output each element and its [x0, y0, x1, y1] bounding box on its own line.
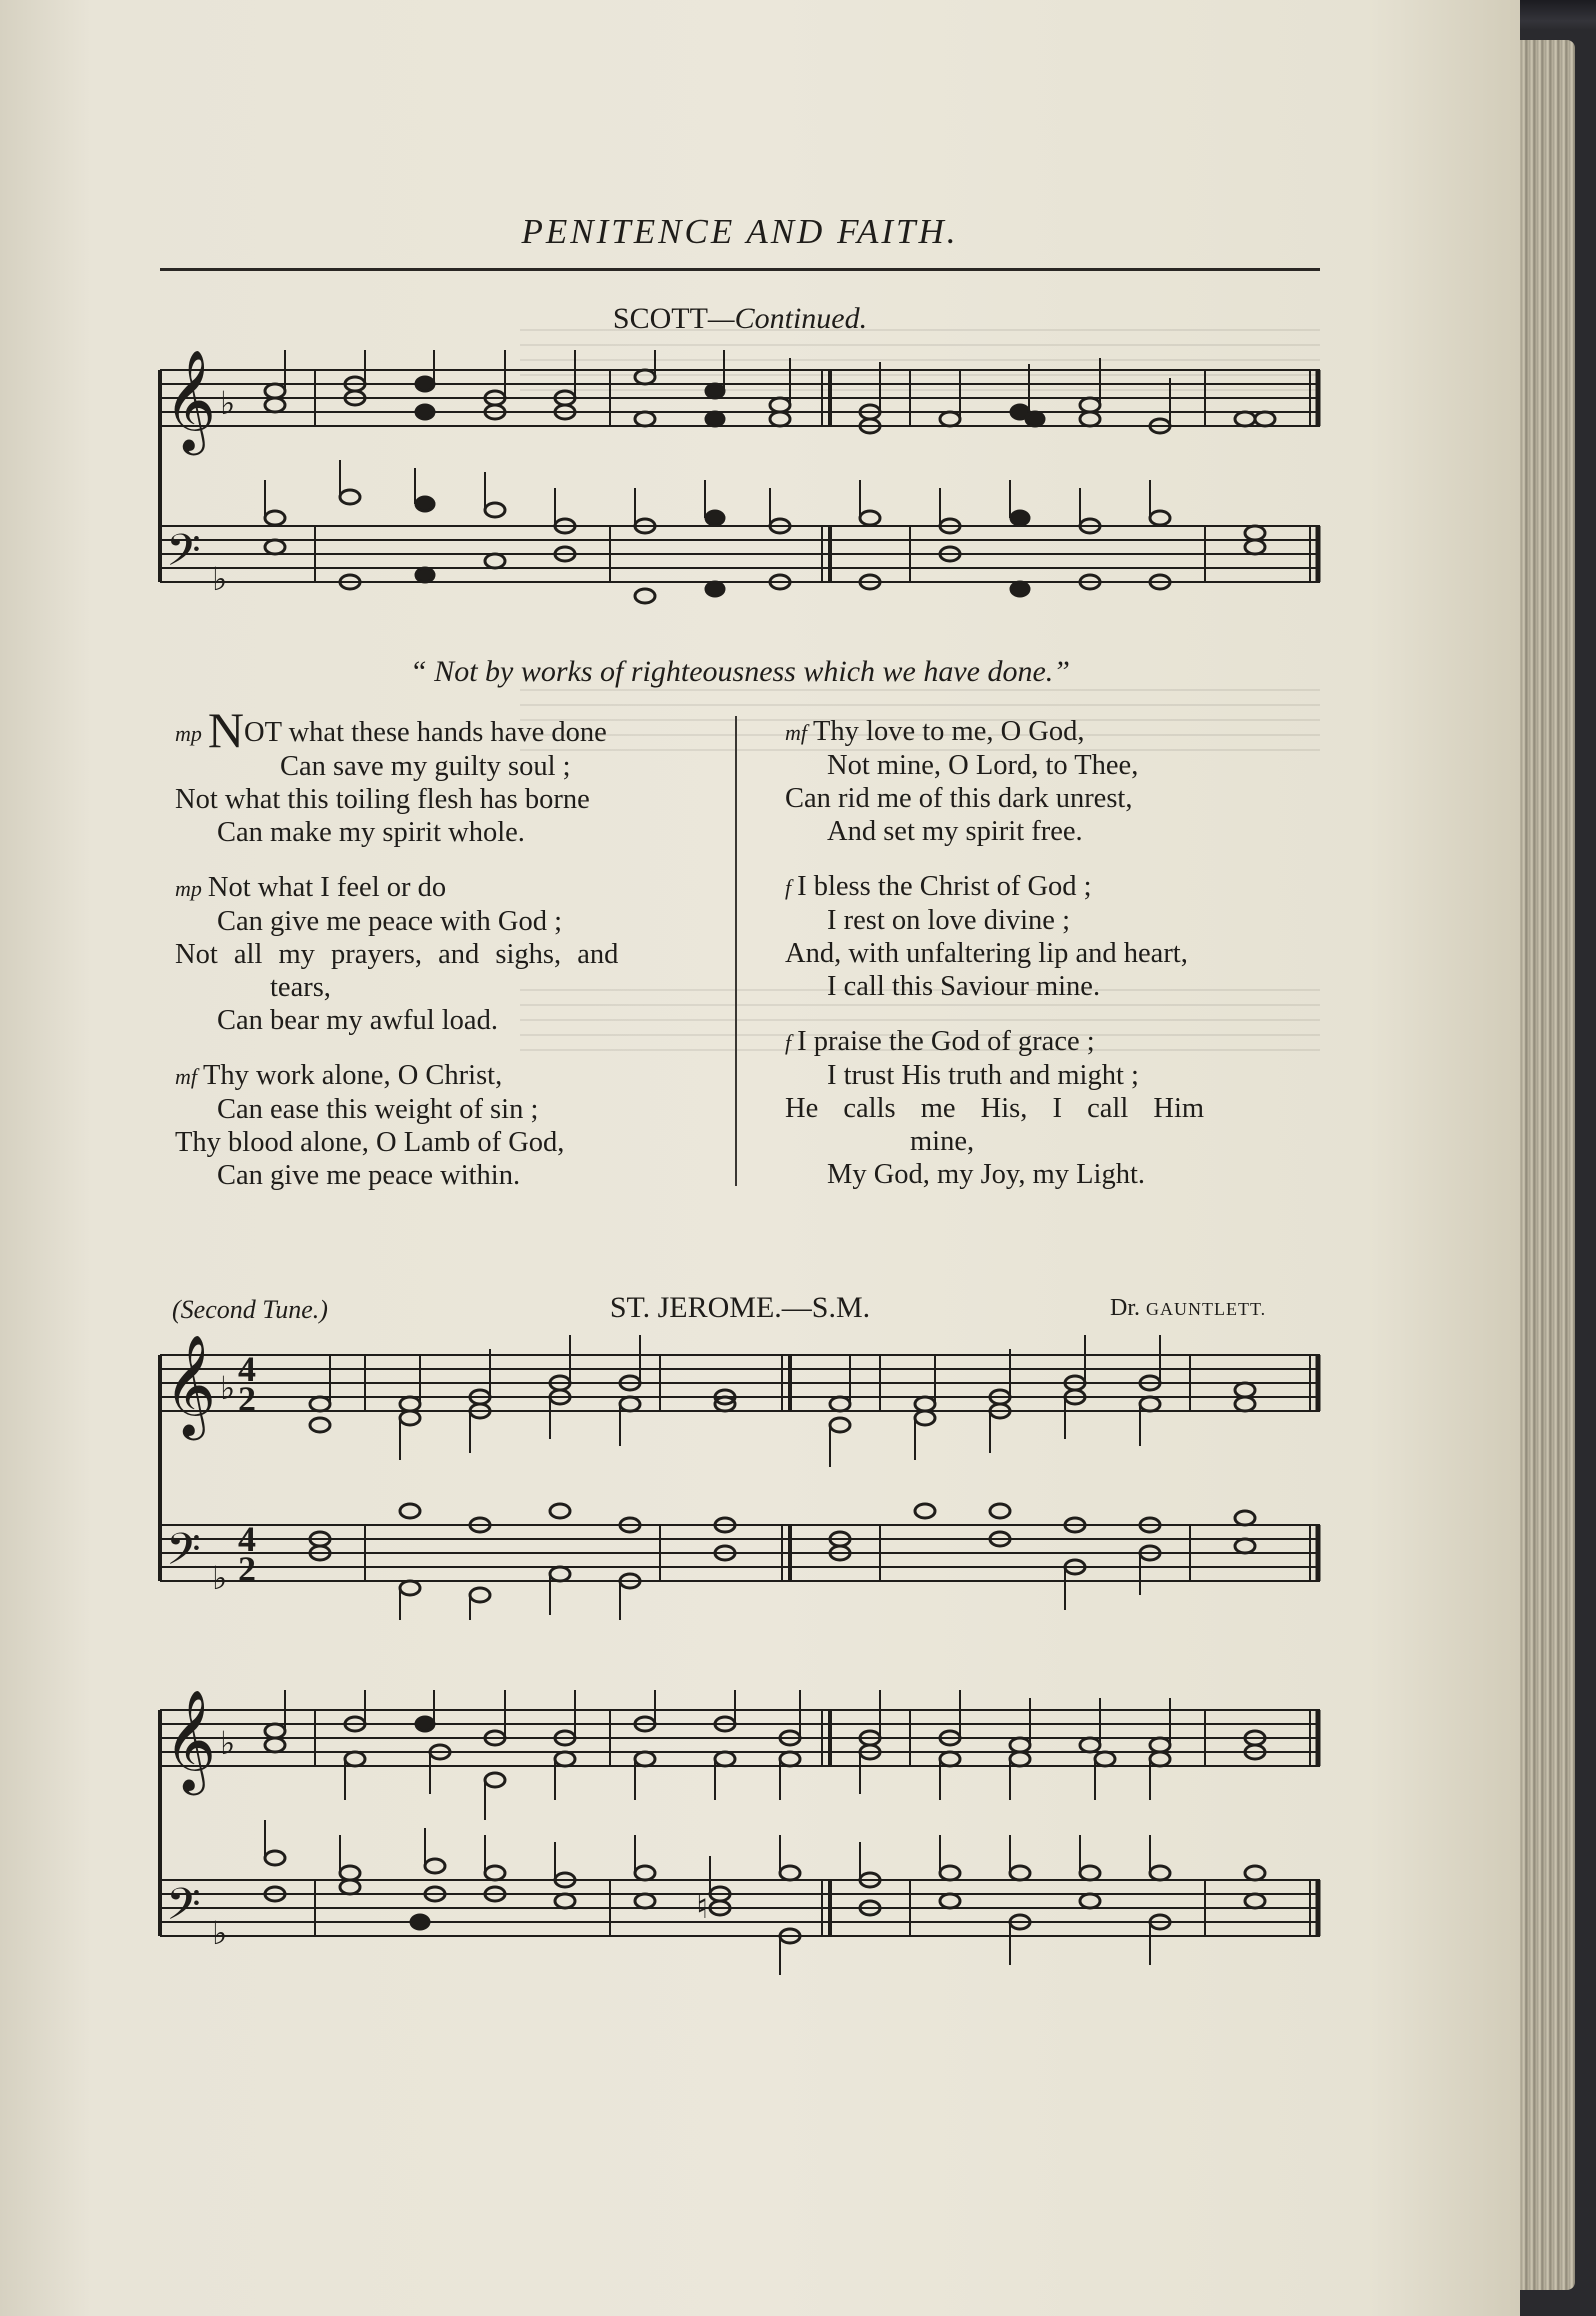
- time-signature-bottom: 2: [238, 1549, 256, 1589]
- verse-line: I rest on love divine ;: [827, 905, 1070, 936]
- bass-staff: [160, 1880, 1320, 1936]
- tune-title-st-jerome: ST. JEROME.—S.M.: [609, 1291, 871, 1324]
- key-flat: ♭: [220, 384, 236, 422]
- treble-clef: 𝄞: [164, 1690, 217, 1791]
- stanza: [175, 1059, 720, 1192]
- verse-line: Not all my prayers, and sighs, and: [175, 939, 619, 970]
- music-score-scott: [150, 350, 1330, 620]
- dynamic-mark: f: [785, 1030, 792, 1055]
- key-flat: ♭: [212, 1914, 228, 1952]
- time-signature-top: 4: [238, 1349, 256, 1389]
- treble-clef: 𝄞: [164, 350, 217, 451]
- composer-prefix: Dr.: [1110, 1295, 1146, 1321]
- verse-line: I call this Saviour mine.: [827, 971, 1101, 1002]
- stems: [265, 350, 1170, 526]
- verse-line: Can make my spirit whole.: [217, 817, 525, 848]
- hymn-heading: “ Not by works of righteousness which we have done.”: [410, 655, 1070, 688]
- verses-left-column: [175, 702, 720, 1214]
- stanza: [785, 715, 1305, 848]
- verse-line: Can give me peace within.: [217, 1160, 521, 1191]
- stanza: [175, 702, 720, 849]
- verse-line: tears,: [270, 972, 331, 1003]
- verse-line: Not what this toiling flesh has borne: [175, 784, 590, 815]
- verse-line: Not what I feel or do: [207, 872, 447, 903]
- treble-staff: [160, 1355, 1320, 1411]
- music-score-st-jerome-1: [150, 1335, 1330, 1620]
- verse-line: Thy work alone, O Christ,: [203, 1060, 503, 1091]
- tune-name: SCOTT: [612, 302, 708, 335]
- composer-name: GAUNTLETT.: [1146, 1299, 1267, 1319]
- dynamic-mark: mf: [175, 1064, 197, 1089]
- bass-notes: [265, 1851, 1265, 1943]
- verse-line: Thy blood alone, O Lamb of God,: [175, 1127, 565, 1158]
- music-score-st-jerome-2: [150, 1690, 1330, 1975]
- verse-line: mine,: [910, 1126, 975, 1157]
- bar-lines: [160, 370, 1318, 582]
- bass-clef: 𝄢: [166, 524, 201, 587]
- composer-credit: [1110, 1295, 1266, 1322]
- verse-line: I trust His truth and might ;: [827, 1060, 1139, 1091]
- bar-lines: [160, 1710, 1318, 1936]
- time-signature-top: 4: [238, 1519, 256, 1559]
- stanza: [175, 871, 720, 1037]
- dynamic-mark: mp: [175, 721, 202, 746]
- time-signature-bottom: 2: [238, 1379, 256, 1419]
- bass-clef: 𝄢: [166, 1523, 201, 1586]
- verse-line: And, with unfaltering lip and heart,: [785, 938, 1188, 969]
- treble-staff: [160, 1710, 1320, 1766]
- verse-line: Can bear my awful load.: [217, 1005, 498, 1036]
- bass-staff: [160, 1525, 1320, 1581]
- verses-right-column: [785, 715, 1305, 1213]
- drop-cap: N: [207, 702, 244, 758]
- verse-line: OT what these hands have done: [244, 717, 607, 748]
- treble-staff: [160, 370, 1320, 426]
- verse-line: Not mine, O Lord, to Thee,: [827, 750, 1139, 781]
- verse-line: Thy love to me, O God,: [813, 716, 1085, 747]
- verse-line: My God, my Joy, my Light.: [827, 1159, 1145, 1190]
- stanza: [785, 870, 1305, 1003]
- stems: [265, 1690, 1170, 1975]
- verse-line: I praise the God of grace ;: [797, 1026, 1095, 1057]
- verse-line: And set my spirit free.: [827, 816, 1083, 847]
- treble-notes: [265, 370, 1275, 433]
- verse-line: I bless the Christ of God ;: [797, 871, 1092, 902]
- dynamic-mark: mf: [785, 720, 807, 745]
- tune-title-scott: [160, 302, 1320, 336]
- tune-suffix: —Continued.: [707, 302, 868, 335]
- header-rule: [160, 268, 1320, 271]
- verse-line: Can save my guilty soul ;: [280, 751, 571, 782]
- verse-line: Can ease this weight of sin ;: [217, 1094, 539, 1125]
- stems: [330, 1335, 1160, 1620]
- stanza: [785, 1025, 1305, 1191]
- key-flat: ♭: [220, 1724, 236, 1762]
- bass-clef: 𝄢: [166, 1878, 201, 1941]
- key-flat: ♭: [220, 1369, 236, 1407]
- key-flat: ♭: [212, 560, 228, 598]
- verse-line: Can give me peace with God ;: [217, 906, 563, 937]
- bass-staff: [160, 526, 1320, 582]
- verse-line: Can rid me of this dark unrest,: [785, 783, 1133, 814]
- dynamic-mark: mp: [175, 876, 202, 901]
- natural-accidental: ♮: [696, 1887, 709, 1927]
- bass-notes: [265, 490, 1265, 603]
- second-tune-label: (Second Tune.): [172, 1295, 328, 1324]
- dynamic-mark: f: [785, 875, 792, 900]
- running-head: PENITENCE AND FAITH.: [521, 212, 959, 251]
- key-flat: ♭: [212, 1559, 228, 1597]
- treble-clef: 𝄞: [164, 1335, 217, 1436]
- column-divider: [735, 716, 737, 1186]
- verse-line: He calls me His, I call Him: [785, 1093, 1205, 1124]
